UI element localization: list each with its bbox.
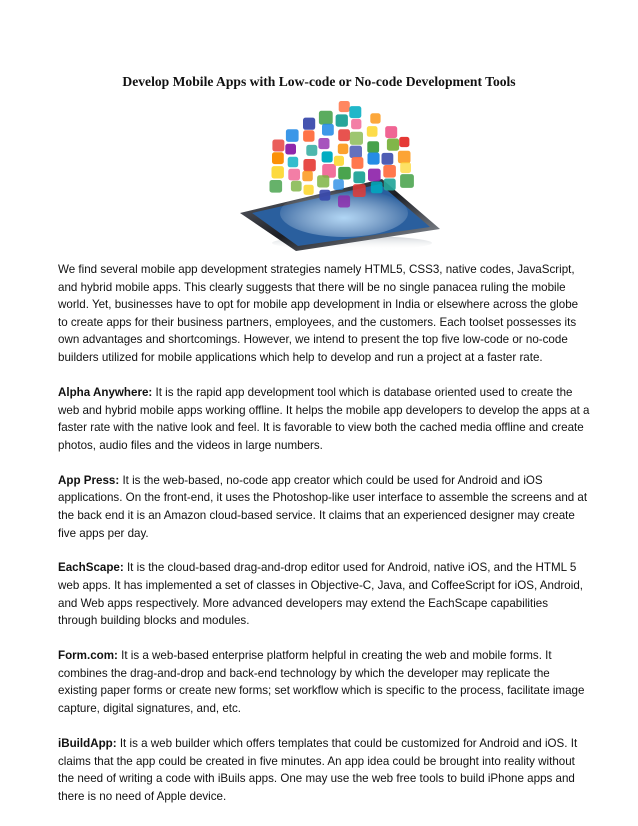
section-term: Alpha Anywhere: bbox=[58, 385, 153, 399]
app-icon bbox=[400, 174, 414, 188]
section-text: It is the cloud-based drag-and-drop editor used for Android, native iOS, and the HTML 5 web apps. It has implemented a set of classes in Objective-C, Java, and CoffeeScript for iOS, Android, and Web apps respectively. More advanced developers may extend the EachScape capabilities through building blocks and modules. bbox=[58, 561, 583, 628]
section-eachscape bbox=[58, 559, 590, 629]
app-icon bbox=[384, 179, 396, 191]
app-icon bbox=[339, 101, 350, 112]
app-icon bbox=[338, 144, 349, 155]
section-alpha-anywhere bbox=[58, 384, 590, 454]
app-icon bbox=[288, 169, 300, 181]
app-icon bbox=[351, 119, 361, 129]
app-icon bbox=[349, 106, 361, 118]
app-icon bbox=[387, 139, 399, 151]
app-icon bbox=[336, 114, 348, 126]
app-icon bbox=[318, 138, 329, 149]
app-icon bbox=[383, 165, 396, 178]
section-form-com bbox=[58, 647, 590, 717]
section-ibuildapp bbox=[58, 735, 590, 805]
app-icon bbox=[317, 175, 329, 187]
app-icon bbox=[353, 171, 365, 183]
section-app-press bbox=[58, 472, 590, 542]
app-icon bbox=[368, 153, 380, 165]
app-icon bbox=[304, 185, 314, 195]
app-icon bbox=[338, 195, 350, 207]
page-title: Develop Mobile Apps with Low-code or No-code Development Tools bbox=[122, 74, 516, 89]
app-icon bbox=[338, 167, 351, 180]
app-icon bbox=[291, 181, 302, 192]
app-icon bbox=[319, 190, 330, 201]
app-icon bbox=[385, 126, 397, 138]
app-icon bbox=[350, 132, 363, 145]
app-icon bbox=[399, 137, 409, 147]
app-icon bbox=[368, 169, 381, 182]
app-icon bbox=[288, 157, 299, 168]
intro-paragraph: We find several mobile app development strategies namely HTML5, CSS3, native codes, JavaScript, and hybrid mobile apps. This clearly suggests that there will be no single panacea ruling the mobile world. Yet, businesses have to opt for mobile app development in India or elsewhere across the globe to create apps for their business partners, employees, and the customers. Each toolset possesses its own advantages and shortcomings. However, we intend to present the top five low-code or no-code builders utilized for mobile applications which help to develop and run a project at a faster rate. bbox=[58, 263, 579, 364]
app-icon bbox=[306, 145, 317, 156]
section-text: It is a web builder which offers templates that could be customized for Android and iOS. It claims that the app could be created in five minutes. An app idea could be brought into reality without the need of writing a code with iBuils apps. One may use the web free tools to build iPhone apps and there is no need of Apple device. bbox=[58, 737, 578, 803]
app-icon bbox=[272, 140, 284, 152]
app-icon bbox=[367, 141, 379, 153]
app-icon bbox=[350, 146, 363, 159]
section-term: EachScape: bbox=[58, 561, 124, 575]
mobile-apps-illustration bbox=[232, 101, 446, 253]
app-icon bbox=[303, 118, 315, 130]
app-icon bbox=[322, 124, 334, 136]
app-icon bbox=[303, 159, 315, 171]
app-icon bbox=[285, 144, 296, 155]
document-body bbox=[58, 261, 590, 823]
app-icon bbox=[334, 156, 344, 166]
app-icon bbox=[302, 171, 313, 182]
app-icon bbox=[367, 126, 378, 137]
app-icon bbox=[371, 182, 383, 194]
app-icon bbox=[322, 151, 333, 162]
app-icon bbox=[319, 111, 333, 125]
section-text: It is a web-based enterprise platform helpful in creating the web and mobile forms. It combines the drag-and-drop and back-end technology by which the developer may replicate the existing paper forms or create new forms; set workflow which is specific to the process, facilitate image capture, digital signatures, and, etc. bbox=[58, 649, 585, 716]
app-icon bbox=[272, 152, 284, 164]
section-term: App Press: bbox=[58, 473, 120, 487]
app-icon bbox=[338, 129, 350, 141]
app-icon bbox=[382, 153, 394, 165]
section-text: It is the web-based, no-code app creator which could be used for Android and iOS applications. On the front-end, it uses the Photoshop-like user interface to assemble the screens and at the back end it is an Amazon cloud-based service. It claims that an experienced designer may create five apps per day. bbox=[58, 473, 588, 540]
app-icon bbox=[286, 129, 299, 142]
app-icon bbox=[333, 179, 344, 190]
app-icon bbox=[272, 166, 284, 178]
section-text: It is the rapid app development tool which is database oriented used to create the web and hybrid mobile apps working offline. It helps the mobile app developers to develop the apps at a faster rate with the native look and feel. It is favorable to view both the cached media offline and create photos, audio files and the videos in large numbers. bbox=[58, 385, 590, 452]
app-icon bbox=[352, 157, 364, 169]
section-term: iBuildApp: bbox=[58, 737, 117, 751]
app-icon bbox=[353, 184, 366, 197]
app-icon bbox=[303, 130, 314, 141]
section-term: Form.com: bbox=[58, 649, 118, 663]
app-icon bbox=[270, 180, 283, 193]
app-icon bbox=[398, 151, 411, 164]
app-icon bbox=[370, 113, 380, 123]
app-icon bbox=[400, 162, 411, 173]
